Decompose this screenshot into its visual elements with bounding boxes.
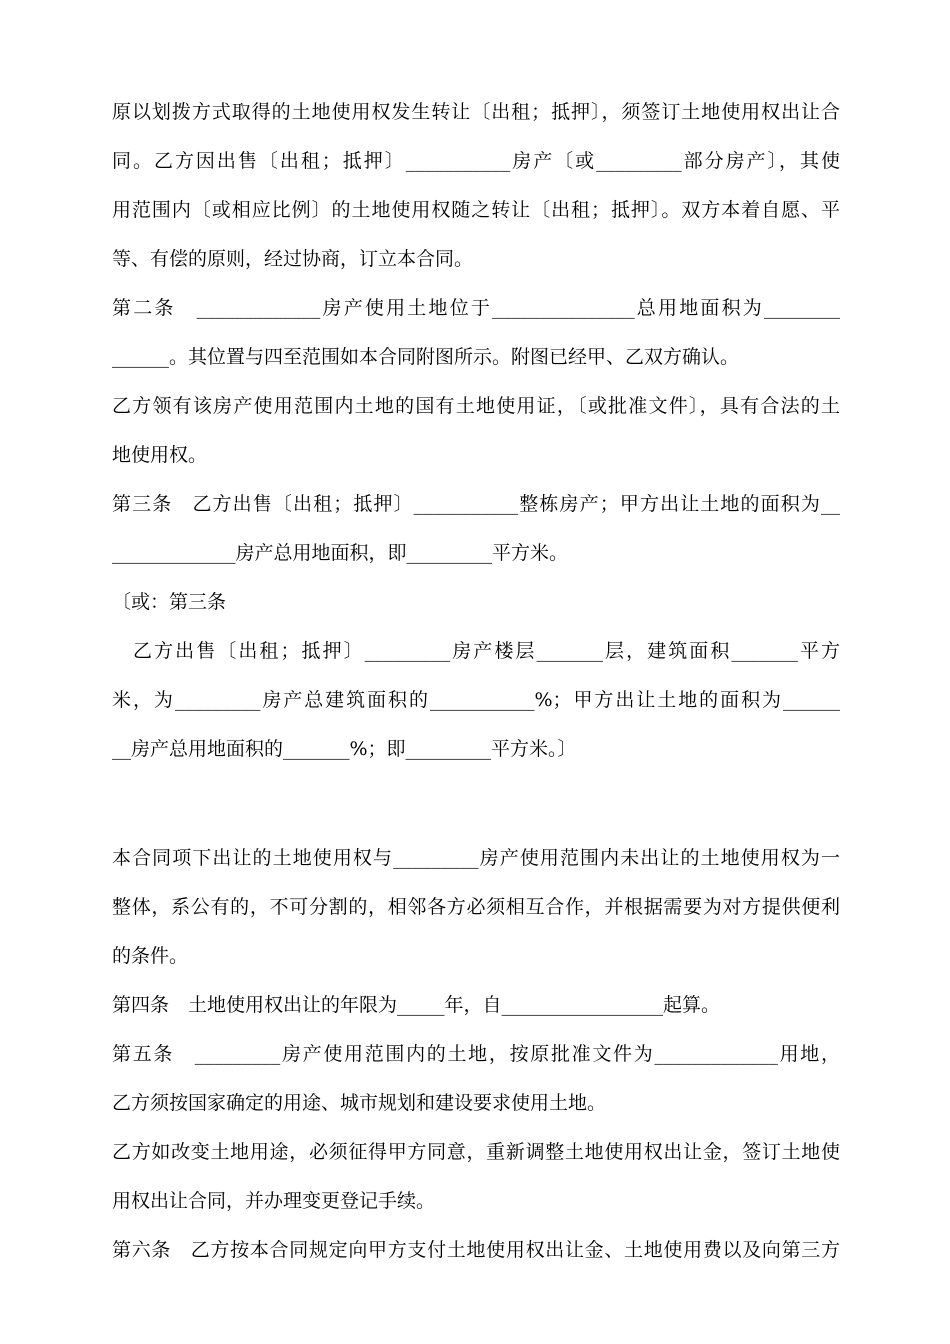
text-line: 的条件。	[112, 945, 189, 967]
text-line: 等、有偿的原则，经过协商，订立本合同。	[112, 248, 474, 270]
text-line: 第六条 乙方按本合同规定向甲方支付土地使用权出让金、土地使用费以及向第三方	[112, 1239, 840, 1261]
text-line: 乙方领有该房产使用范围内土地的国有土地使用证，〔或批准文件〕，具有合法的土	[112, 395, 840, 417]
text-line: 第二条 _____________房产使用土地位于_______________总用地面积为________	[112, 297, 840, 319]
text-line: 地使用权。	[112, 444, 208, 466]
text-line: 〔或：第三条	[112, 591, 227, 613]
text-line: 用权出让合同，并办理变更登记手续。	[112, 1190, 436, 1212]
text-line: _____________房产总用地面积，即_________平方米。	[112, 542, 569, 564]
text-line: 乙方如改变土地用途，必须征得甲方同意，重新调整土地使用权出让金，签订土地使	[112, 1141, 840, 1163]
text-line: 整体，系公有的，不可分割的，相邻各方必须相互合作，并根据需要为对方提供便利	[112, 896, 840, 918]
text-line: 乙方出售〔出租；抵押〕_________房产楼层_______层，建筑面积_______平方	[112, 640, 840, 662]
text-line: 原以划拨方式取得的土地使用权发生转让〔出租；抵押〕，须签订土地使用权出让合	[112, 101, 840, 123]
text-line: 第三条 乙方出售〔出租；抵押〕___________整栋房产；甲方出让土地的面积为__	[112, 493, 840, 515]
text-block-1	[112, 88, 840, 774]
text-line: 第四条 土地使用权出让的年限为_____年，自_________________起算。	[112, 994, 721, 1016]
text-line: 用范围内〔或相应比例〕的土地使用权随之转让〔出租；抵押〕。双方本着自愿、平	[112, 199, 840, 221]
text-line: 乙方须按国家确定的用途、城市规划和建设要求使用土地。	[112, 1092, 607, 1114]
text-line: __房产总用地面积的_______%；即_________平方米。〕	[112, 738, 577, 760]
text-block-2	[112, 834, 840, 1275]
text-line: 米，为_________房产总建筑面积的___________%；甲方出让土地的面积为______	[112, 689, 840, 711]
text-line: 同。乙方因出售〔出租；抵押〕___________房产〔或_________部分房产〕，其使	[112, 150, 840, 172]
text-line: 第五条 _________房产使用范围内的土地，按原批准文件为_____________用地，	[112, 1043, 840, 1065]
text-line: ______。其位置与四至范围如本合同附图所示。附图已经甲、乙双方确认。	[112, 346, 740, 368]
text-line: 本合同项下出让的土地使用权与_________房产使用范围内未出让的土地使用权为一	[112, 847, 840, 869]
